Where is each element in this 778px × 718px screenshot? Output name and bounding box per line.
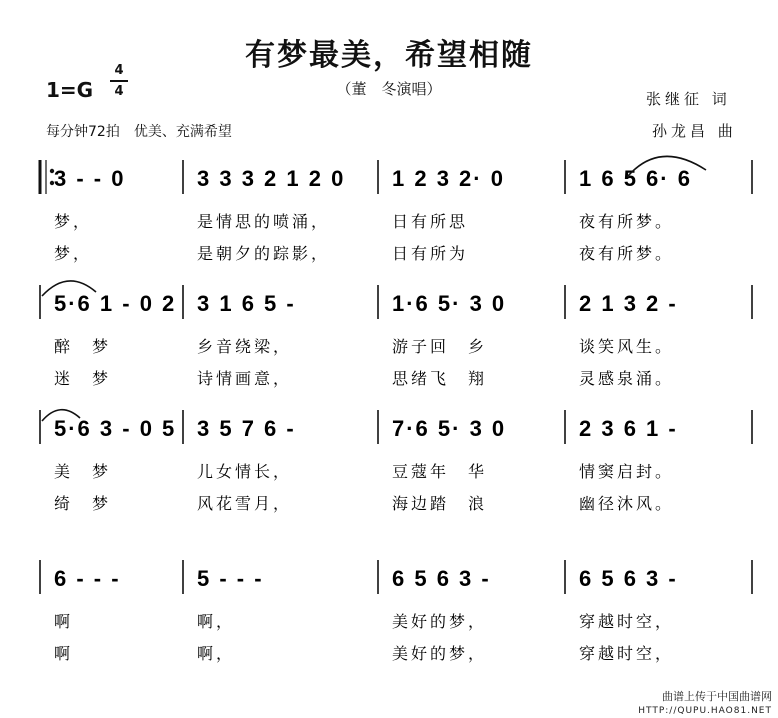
measure-notes: 2 3 6 1 -: [579, 416, 678, 441]
measure-notes: 2 1 3 2 -: [579, 291, 678, 316]
lyric-verse-2: 是朝夕的踪影，: [197, 244, 331, 263]
lyric-verse-2: 日有所为: [392, 244, 469, 263]
lyric-verse-2: 啊: [54, 644, 74, 663]
lyric-verse-1: 游子回 乡: [392, 337, 488, 356]
lyric-verse-1: 美好的梦，: [392, 612, 488, 631]
lyric-verse-2: 诗情画意，: [197, 369, 293, 388]
measure-notes: 6 5 6 3 -: [392, 566, 491, 591]
measure-notes: 1 6 5 6· 6: [579, 166, 692, 191]
lyric-verse-1: 啊: [54, 612, 74, 631]
measure-notes: 7·6 5· 3 0: [392, 416, 507, 441]
lyric-verse-2: 幽径沐风。: [579, 494, 675, 513]
watermark-line-1: 曲谱上传于中国曲谱网: [662, 690, 772, 703]
lyric-verse-2: 思绪飞 翔: [392, 369, 488, 388]
time-signature-top: 4: [114, 63, 124, 78]
measure-notes: 5·6 1 - 0 2: [54, 291, 177, 316]
measure-notes: 1·6 5· 3 0: [392, 291, 507, 316]
lyric-verse-2: 穿越时空，: [579, 644, 675, 663]
lyric-verse-1: 梦，: [54, 212, 93, 231]
lyric-verse-2: 灵感泉涌。: [579, 369, 675, 388]
song-title: 有梦最美，希望相随: [245, 38, 533, 73]
lyric-verse-1: 谈笑风生。: [579, 337, 675, 356]
lyric-verse-1: 美 梦: [54, 462, 112, 481]
lyric-verse-1: 夜有所梦。: [579, 212, 675, 231]
lyricist-credit: 张继征 词: [646, 90, 731, 108]
tempo-marking: 每分钟72拍 优美、充满希望: [46, 124, 232, 140]
lyric-verse-1: 豆蔻年 华: [392, 462, 488, 481]
singer-credit: （董 冬演唱）: [336, 80, 442, 98]
lyric-verse-1: 是情思的喷涌，: [197, 212, 331, 231]
lyric-verse-1: 啊，: [197, 612, 236, 631]
measure-notes: 5·6 3 - 0 5: [54, 416, 177, 441]
time-signature-bottom: 4: [114, 84, 124, 99]
lyric-verse-2: 海边踏 浪: [392, 494, 488, 513]
measure-notes: 3 - - 0: [54, 166, 126, 191]
lyric-verse-2: 美好的梦，: [392, 644, 488, 663]
lyric-verse-2: 迷 梦: [54, 369, 112, 388]
lyric-verse-1: 穿越时空，: [579, 612, 675, 631]
measure-notes: 6 5 6 3 -: [579, 566, 678, 591]
lyric-verse-2: 啊，: [197, 644, 236, 663]
watermark-line-2: HTTP://QUPU.HAO81.NET: [638, 706, 772, 716]
lyric-verse-2: 风花雪月，: [197, 494, 293, 513]
composer-credit: 孙龙昌 曲: [652, 122, 737, 140]
lyric-verse-2: 夜有所梦。: [579, 244, 675, 263]
lyric-verse-1: 乡音绕梁，: [197, 337, 293, 356]
measure-notes: 3 3 3 2 1 2 0: [197, 166, 346, 191]
lyric-verse-1: 醉 梦: [54, 337, 112, 356]
measure-notes: 3 1 6 5 -: [197, 291, 296, 316]
measure-notes: 6 - - -: [54, 566, 121, 591]
key-signature: 1=G: [46, 78, 94, 102]
lyric-verse-2: 梦，: [54, 244, 93, 263]
lyric-verse-1: 儿女情长，: [197, 462, 293, 481]
lyric-verse-1: 日有所思: [392, 212, 469, 231]
lyric-verse-2: 绮 梦: [54, 494, 112, 513]
measure-notes: 1 2 3 2· 0: [392, 166, 505, 191]
measure-notes: 3 5 7 6 -: [197, 416, 296, 441]
lyric-verse-1: 情窦启封。: [579, 462, 675, 481]
source-watermark: [638, 690, 772, 718]
measure-notes: 5 - - -: [197, 566, 264, 591]
